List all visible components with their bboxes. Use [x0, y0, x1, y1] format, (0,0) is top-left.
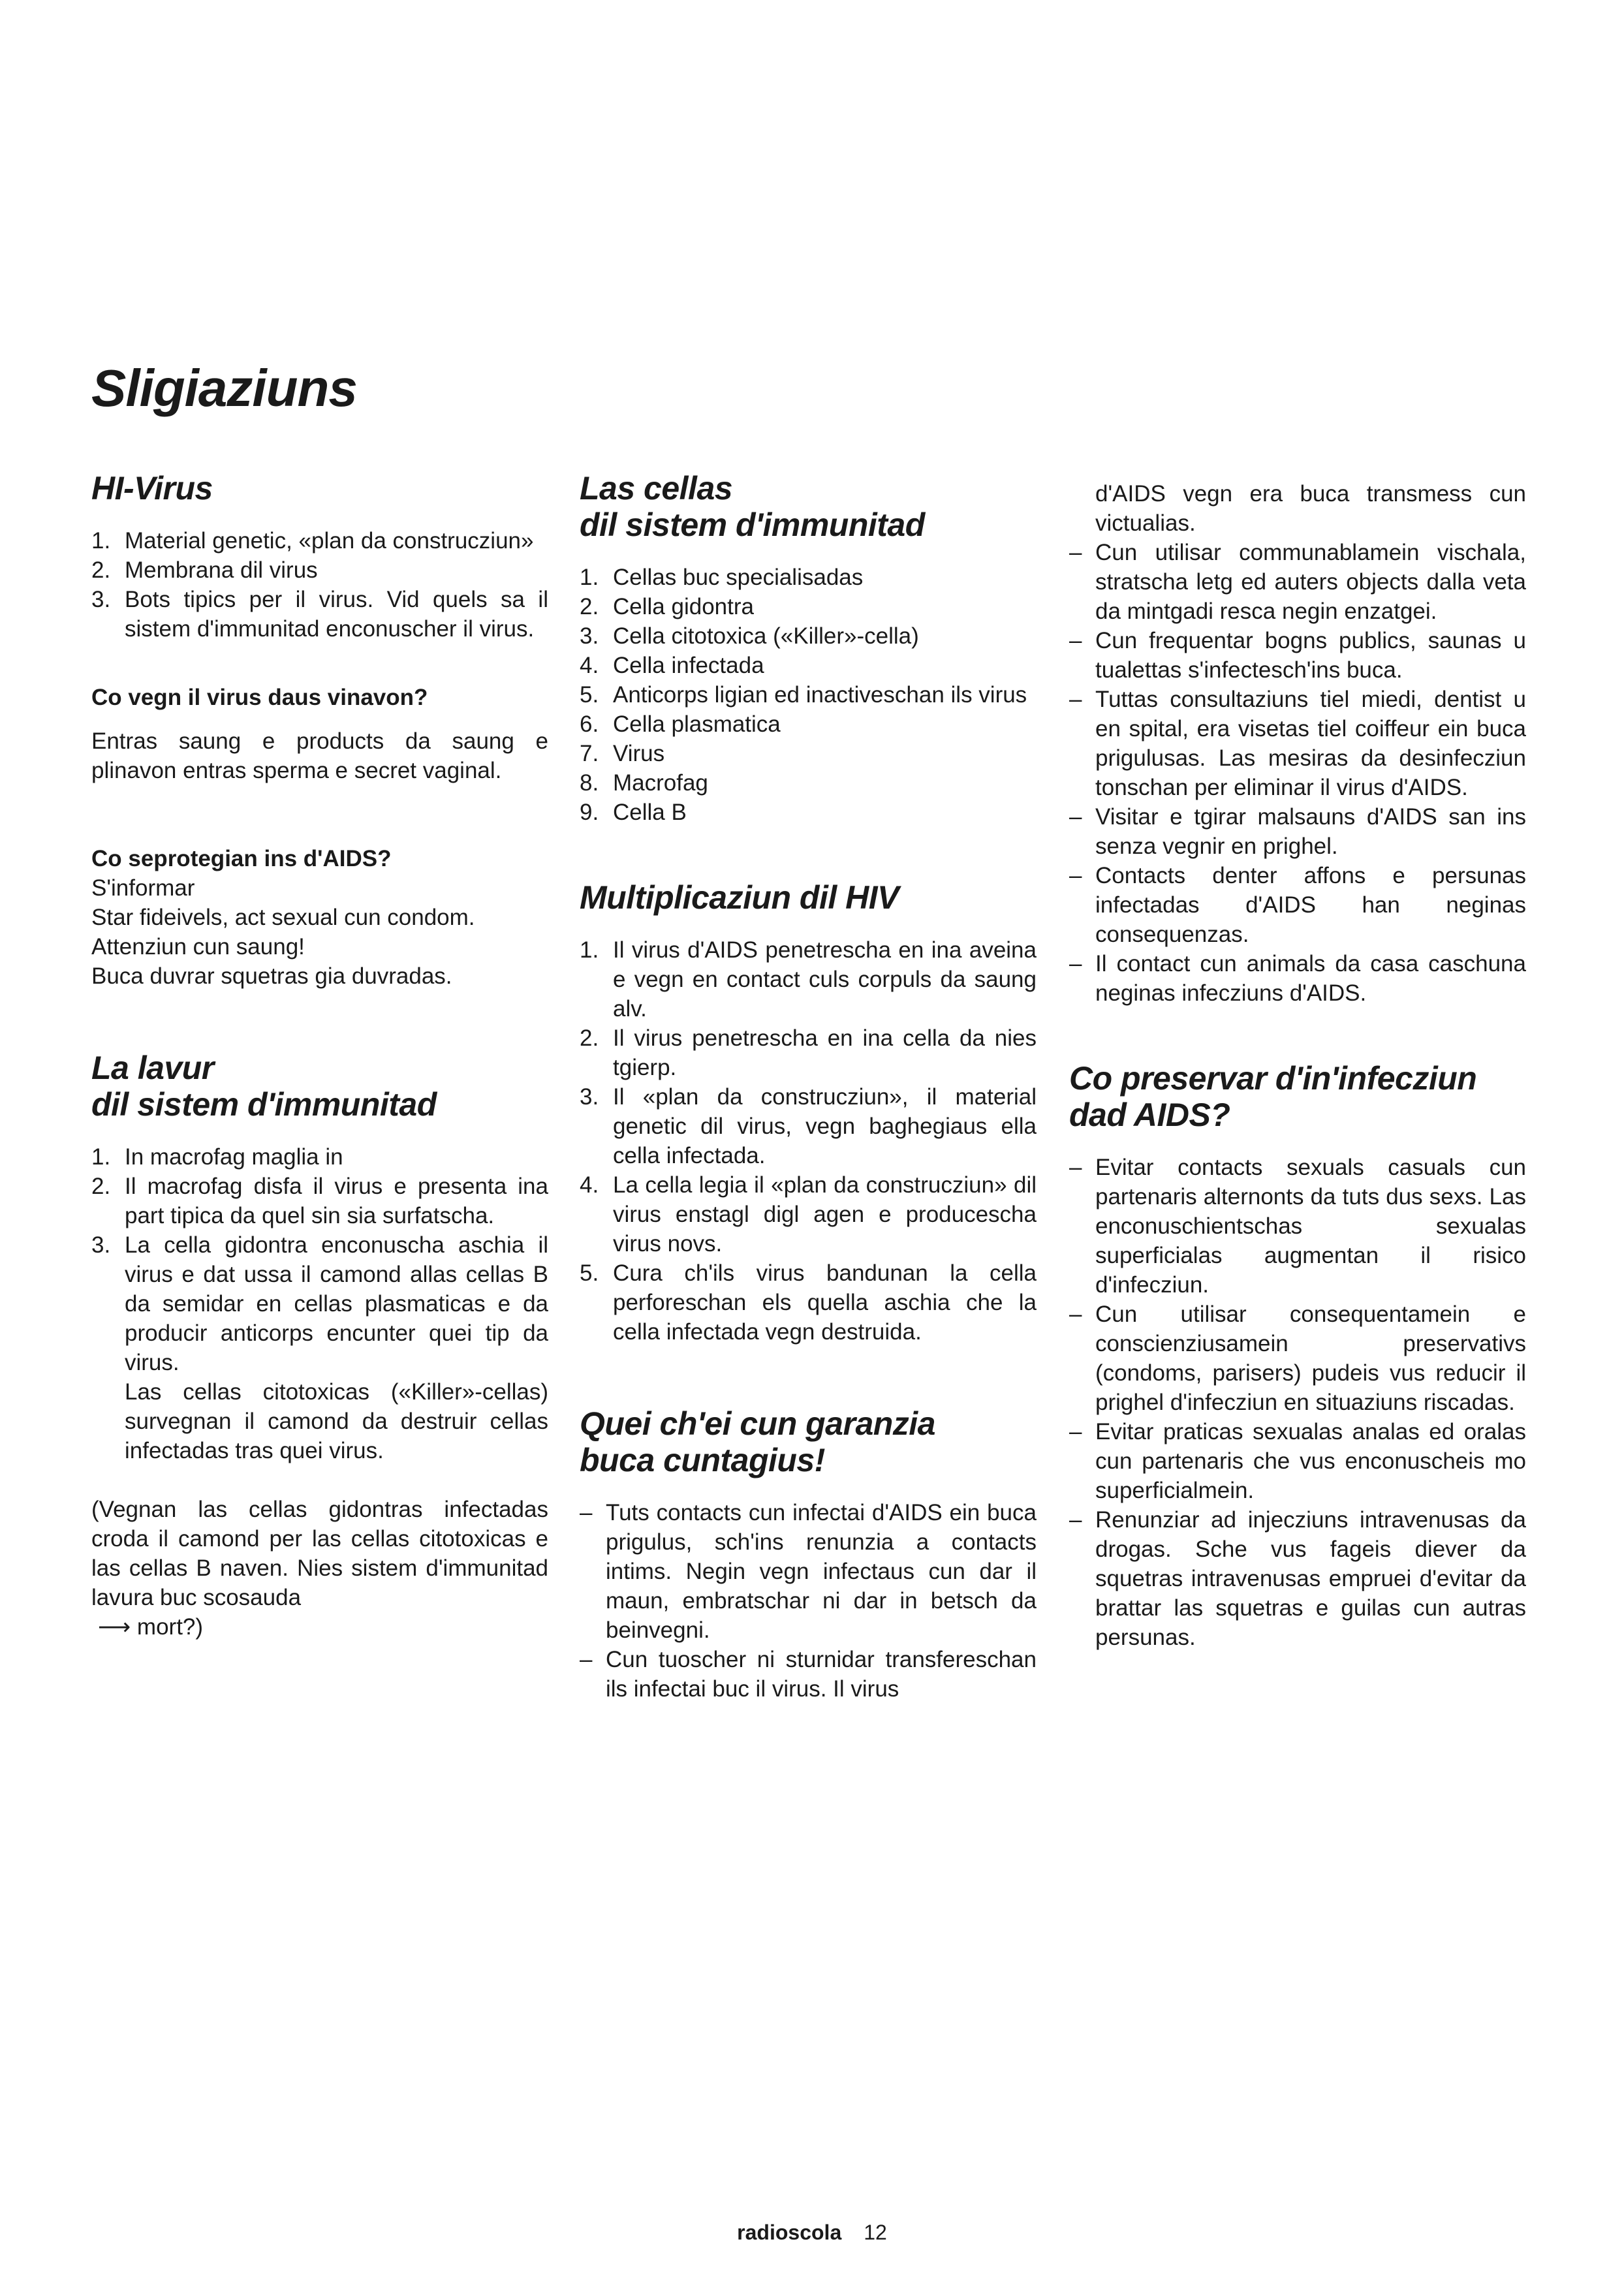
- item-text: La cella legia il «plan da construcziun» dil virus enstagl digl agen e producescha virus novs.: [613, 1172, 1037, 1257]
- dash-bullet: –: [1069, 1507, 1082, 1533]
- note-text: (Vegnan las cellas gidontras infectadas croda il camond per las cellas citotoxicas e las cellas B naven. Nies sistem d'immunitad lavura buc scosauda: [91, 1497, 548, 1610]
- dash-bullet: –: [580, 1500, 593, 1525]
- item-text: Il contact cun animals da casa caschuna neginas infecziuns d'AIDS.: [1095, 951, 1526, 1006]
- dash-bullet: –: [1069, 1419, 1082, 1444]
- list-item: [91, 526, 548, 555]
- item-number: 2.: [580, 594, 599, 619]
- dash-bullet: –: [1069, 540, 1082, 565]
- dash-bullet: –: [1069, 863, 1082, 888]
- list-item: [1069, 1300, 1526, 1417]
- section-garanzia: [580, 1405, 1037, 1704]
- list-item: [1069, 1417, 1526, 1505]
- garanzia-list: [580, 1498, 1037, 1704]
- list-item: [580, 935, 1037, 1023]
- item-number: 2.: [91, 1174, 111, 1199]
- item-text: Bots tipics per il virus. Vid quels sa il sistem d'immunitad enconuscher il virus.: [125, 587, 548, 642]
- item-text: Renunziar ad injecziuns intravenusas da drogas. Sche vus fageis diever da squetras intravenusas empruei d'evitar da brattar las squetras e guilas cun autras persunas.: [1095, 1507, 1526, 1650]
- list-item: [580, 1498, 1037, 1645]
- heading-line: buca cuntagius!: [580, 1442, 825, 1478]
- protect-line: Buca duvrar squetras gia duvradas.: [91, 963, 452, 989]
- item-text: Cun frequentar bogns publics, saunas u tualettas s'infectesch'ins buca.: [1095, 628, 1526, 683]
- item-text: Cella infectada: [613, 653, 764, 678]
- item-text: Cella citotoxica («Killer»-cella): [613, 623, 919, 649]
- heading-line: dil sistem d'immunitad: [91, 1086, 437, 1123]
- item-number: 3.: [580, 1084, 599, 1110]
- heading-line: dil sistem d'immunitad: [580, 507, 925, 543]
- item-text: Cura ch'ils virus bandunan la cella perforeschan els quella aschia che la cella infectada vegn destruida.: [613, 1260, 1037, 1345]
- item-text: Visitar e tgirar malsauns d'AIDS san ins senza vegnir en prighel.: [1095, 804, 1526, 859]
- item-number: 7.: [580, 741, 599, 766]
- item-text: Il «plan da construcziun», il material genetic dil virus, vegn baghegiaus ella cella infectada.: [613, 1084, 1037, 1168]
- item-number: 3.: [91, 1232, 111, 1258]
- item-number: 1.: [91, 528, 111, 554]
- item-text: Il virus penetrescha en ina cella da nies tgierp.: [613, 1025, 1037, 1080]
- item-text: Cella gidontra: [613, 594, 754, 619]
- list-item: [580, 768, 1037, 798]
- heading-garanzia: [580, 1405, 1037, 1478]
- page-footer: [0, 2221, 1624, 2245]
- section-protect: [91, 844, 548, 991]
- list-item: [580, 739, 1037, 768]
- item-text: In macrofag maglia in: [125, 1144, 343, 1170]
- item-text: Il macrofag disfa il virus e presenta ina part tipica da quel sin sia surfatscha.: [125, 1174, 548, 1228]
- multiplicaziun-list: [580, 935, 1037, 1347]
- list-item: [1069, 538, 1526, 626]
- item-text: La cella gidontra enconuscha aschia il virus e dat ussa il camond allas cellas B da semidar en cellas plasmaticas e da producir anticorps encunter quei tip da virus.: [125, 1232, 548, 1375]
- item-number: 5.: [580, 682, 599, 708]
- column-right: [1069, 479, 1526, 1691]
- heading-hi-virus: HI-Virus: [91, 470, 213, 507]
- cellas-list: [580, 563, 1037, 827]
- item-number: 3.: [580, 623, 599, 649]
- item-number: 1.: [580, 937, 599, 963]
- item-number: 2.: [91, 557, 111, 583]
- footer-brand: radioscola: [737, 2221, 842, 2244]
- heading-line: Las cellas: [580, 470, 733, 507]
- list-item: [580, 621, 1037, 651]
- protect-line: Attenziun cun saung!: [91, 934, 305, 960]
- item-number: 9.: [580, 800, 599, 825]
- heading-protect: Co seprotegian ins d'AIDS?: [91, 846, 392, 871]
- item-text: Cellas buc specialisadas: [613, 565, 864, 590]
- heading-line: La lavur: [91, 1050, 214, 1086]
- list-item: [580, 680, 1037, 710]
- list-item: [91, 555, 548, 585]
- origin-text: Entras saung e products da saung e plinavon entras sperma e secret vaginal.: [91, 728, 548, 783]
- item-number: 5.: [580, 1260, 599, 1286]
- item-text: Macrofag: [613, 770, 708, 796]
- list-item: [1069, 802, 1526, 861]
- dash-bullet: –: [1069, 687, 1082, 712]
- item-text: Contacts denter affons e persunas infectadas d'AIDS han neginas consequenzas.: [1095, 863, 1526, 947]
- list-item: [1069, 626, 1526, 685]
- heading-preservar: [1069, 1060, 1526, 1133]
- page-title: Sligiaziuns: [91, 359, 357, 417]
- list-item: [91, 1142, 548, 1172]
- item-number: 2.: [580, 1025, 599, 1051]
- item-number: 3.: [91, 587, 111, 612]
- item-text: Virus: [613, 741, 665, 766]
- heading-line: Co preservar d'in'infecziun: [1069, 1060, 1477, 1097]
- item-text: Evitar contacts sexuals casuals cun partenaris alternonts da tuts dus sexs. Las enconuschientschas sexualas superficialas augmentan il risico d'infecziun.: [1095, 1155, 1526, 1298]
- lavur-note: [91, 1495, 548, 1642]
- column-left: [91, 470, 548, 1681]
- section-hi-virus: [91, 470, 548, 644]
- item-text: Cella B: [613, 800, 687, 825]
- list-item: [580, 563, 1037, 592]
- item-text: Tuts contacts cun infectai d'AIDS ein buca prigulus, sch'ins renunzia a contacts intims. Negin vegn infectaus cun dar il maun, embratschar ni dar in betsch da beinvegni.: [606, 1500, 1037, 1643]
- item-text: Membrana dil virus: [125, 557, 318, 583]
- list-item: [580, 1082, 1037, 1170]
- protect-line: S'informar: [91, 875, 195, 901]
- item-text: Il virus d'AIDS penetrescha en ina aveina e vegn en contact culs corpuls da saung alv.: [613, 937, 1037, 1022]
- section-multiplicaziun: [580, 879, 1037, 1347]
- list-item: [580, 651, 1037, 680]
- item-text: Cun tuoscher ni sturnidar transfereschan ils infectai buc il virus. Il virus: [606, 1647, 1037, 1702]
- heading-line: dad AIDS?: [1069, 1097, 1230, 1133]
- list-item: [1069, 1153, 1526, 1300]
- item-text: Material genetic, «plan da construcziun»: [125, 528, 534, 554]
- heading-line: Quei ch'ei cun garanzia: [580, 1405, 935, 1442]
- hi-virus-list: [91, 526, 548, 644]
- item-number: 8.: [580, 770, 599, 796]
- list-item: [580, 1170, 1037, 1258]
- item-number: 6.: [580, 711, 599, 737]
- list-item: [1069, 949, 1526, 1008]
- heading-cellas: [580, 470, 1037, 543]
- dash-bullet: –: [1069, 1155, 1082, 1180]
- item-number: 1.: [580, 565, 599, 590]
- item-text: Cella plasmatica: [613, 711, 781, 737]
- garanzia-list-continued: [1069, 479, 1526, 1008]
- item-number: 4.: [580, 653, 599, 678]
- protect-line: Star fideivels, act sexual cun condom.: [91, 905, 475, 930]
- dash-bullet: –: [1069, 1302, 1082, 1327]
- page-number: 12: [864, 2221, 887, 2244]
- heading-origin: Co vegn il virus daus vinavon?: [91, 685, 428, 710]
- item-number: 1.: [91, 1144, 111, 1170]
- preservar-list: [1069, 1153, 1526, 1652]
- item-text: Tuttas consultaziuns tiel miedi, dentist u en spital, era visetas tiel coiffeur ein buca prigulusas. Las mesiras da desinfecziun tonschan per eliminar il virus d'AIDS.: [1095, 687, 1526, 800]
- column-middle: [580, 470, 1037, 1743]
- dash-bullet: –: [1069, 804, 1082, 830]
- dash-bullet: –: [1069, 951, 1082, 976]
- list-item: [580, 1258, 1037, 1347]
- dash-bullet: –: [1069, 628, 1082, 653]
- list-item: [91, 585, 548, 644]
- list-item: [1069, 861, 1526, 949]
- section-origin: [91, 683, 548, 785]
- list-item: [91, 1230, 548, 1465]
- list-item: [580, 1023, 1037, 1082]
- dash-bullet: –: [580, 1647, 593, 1672]
- item-text: Cun utilisar communablamein vischala, stratscha letg ed auters objects dalla veta da mintgadi resca negin enzatgei.: [1095, 540, 1526, 624]
- heading-lavur: [91, 1050, 548, 1123]
- list-item-continuation: [1069, 479, 1526, 538]
- list-item: [1069, 1505, 1526, 1652]
- list-item: [580, 710, 1037, 739]
- item-text: Anticorps ligian ed inactiveschan ils virus: [613, 682, 1027, 708]
- lavur-list: [91, 1142, 548, 1465]
- section-preservar: [1069, 1060, 1526, 1652]
- note-end: mort?): [136, 1614, 204, 1640]
- list-item: [580, 798, 1037, 827]
- list-item: [580, 592, 1037, 621]
- list-item: [580, 1645, 1037, 1704]
- section-cellas: [580, 470, 1037, 827]
- arrow-icon: ⟶: [98, 1614, 131, 1640]
- item-text: Evitar praticas sexualas analas ed oralas cun partenaris che vus enconuscheis mo superficialmein.: [1095, 1419, 1526, 1503]
- list-item: [1069, 685, 1526, 802]
- item-text-extra: Las cellas citotoxicas («Killer»-cellas) survegnan il camond da destruir cellas infectadas tras quei virus.: [125, 1379, 548, 1463]
- list-item: [91, 1172, 548, 1230]
- section-lavur: [91, 1050, 548, 1642]
- item-text: d'AIDS vegn era buca transmess cun victualias.: [1095, 481, 1526, 536]
- heading-multiplicaziun: Multiplicaziun dil HIV: [580, 879, 899, 916]
- item-number: 4.: [580, 1172, 599, 1198]
- item-text: Cun utilisar consequentamein e conscienziusamein preservativs (condoms, parisers) pudeis vus reducir il prighel d'infecziun en situaziuns riscadas.: [1095, 1302, 1526, 1415]
